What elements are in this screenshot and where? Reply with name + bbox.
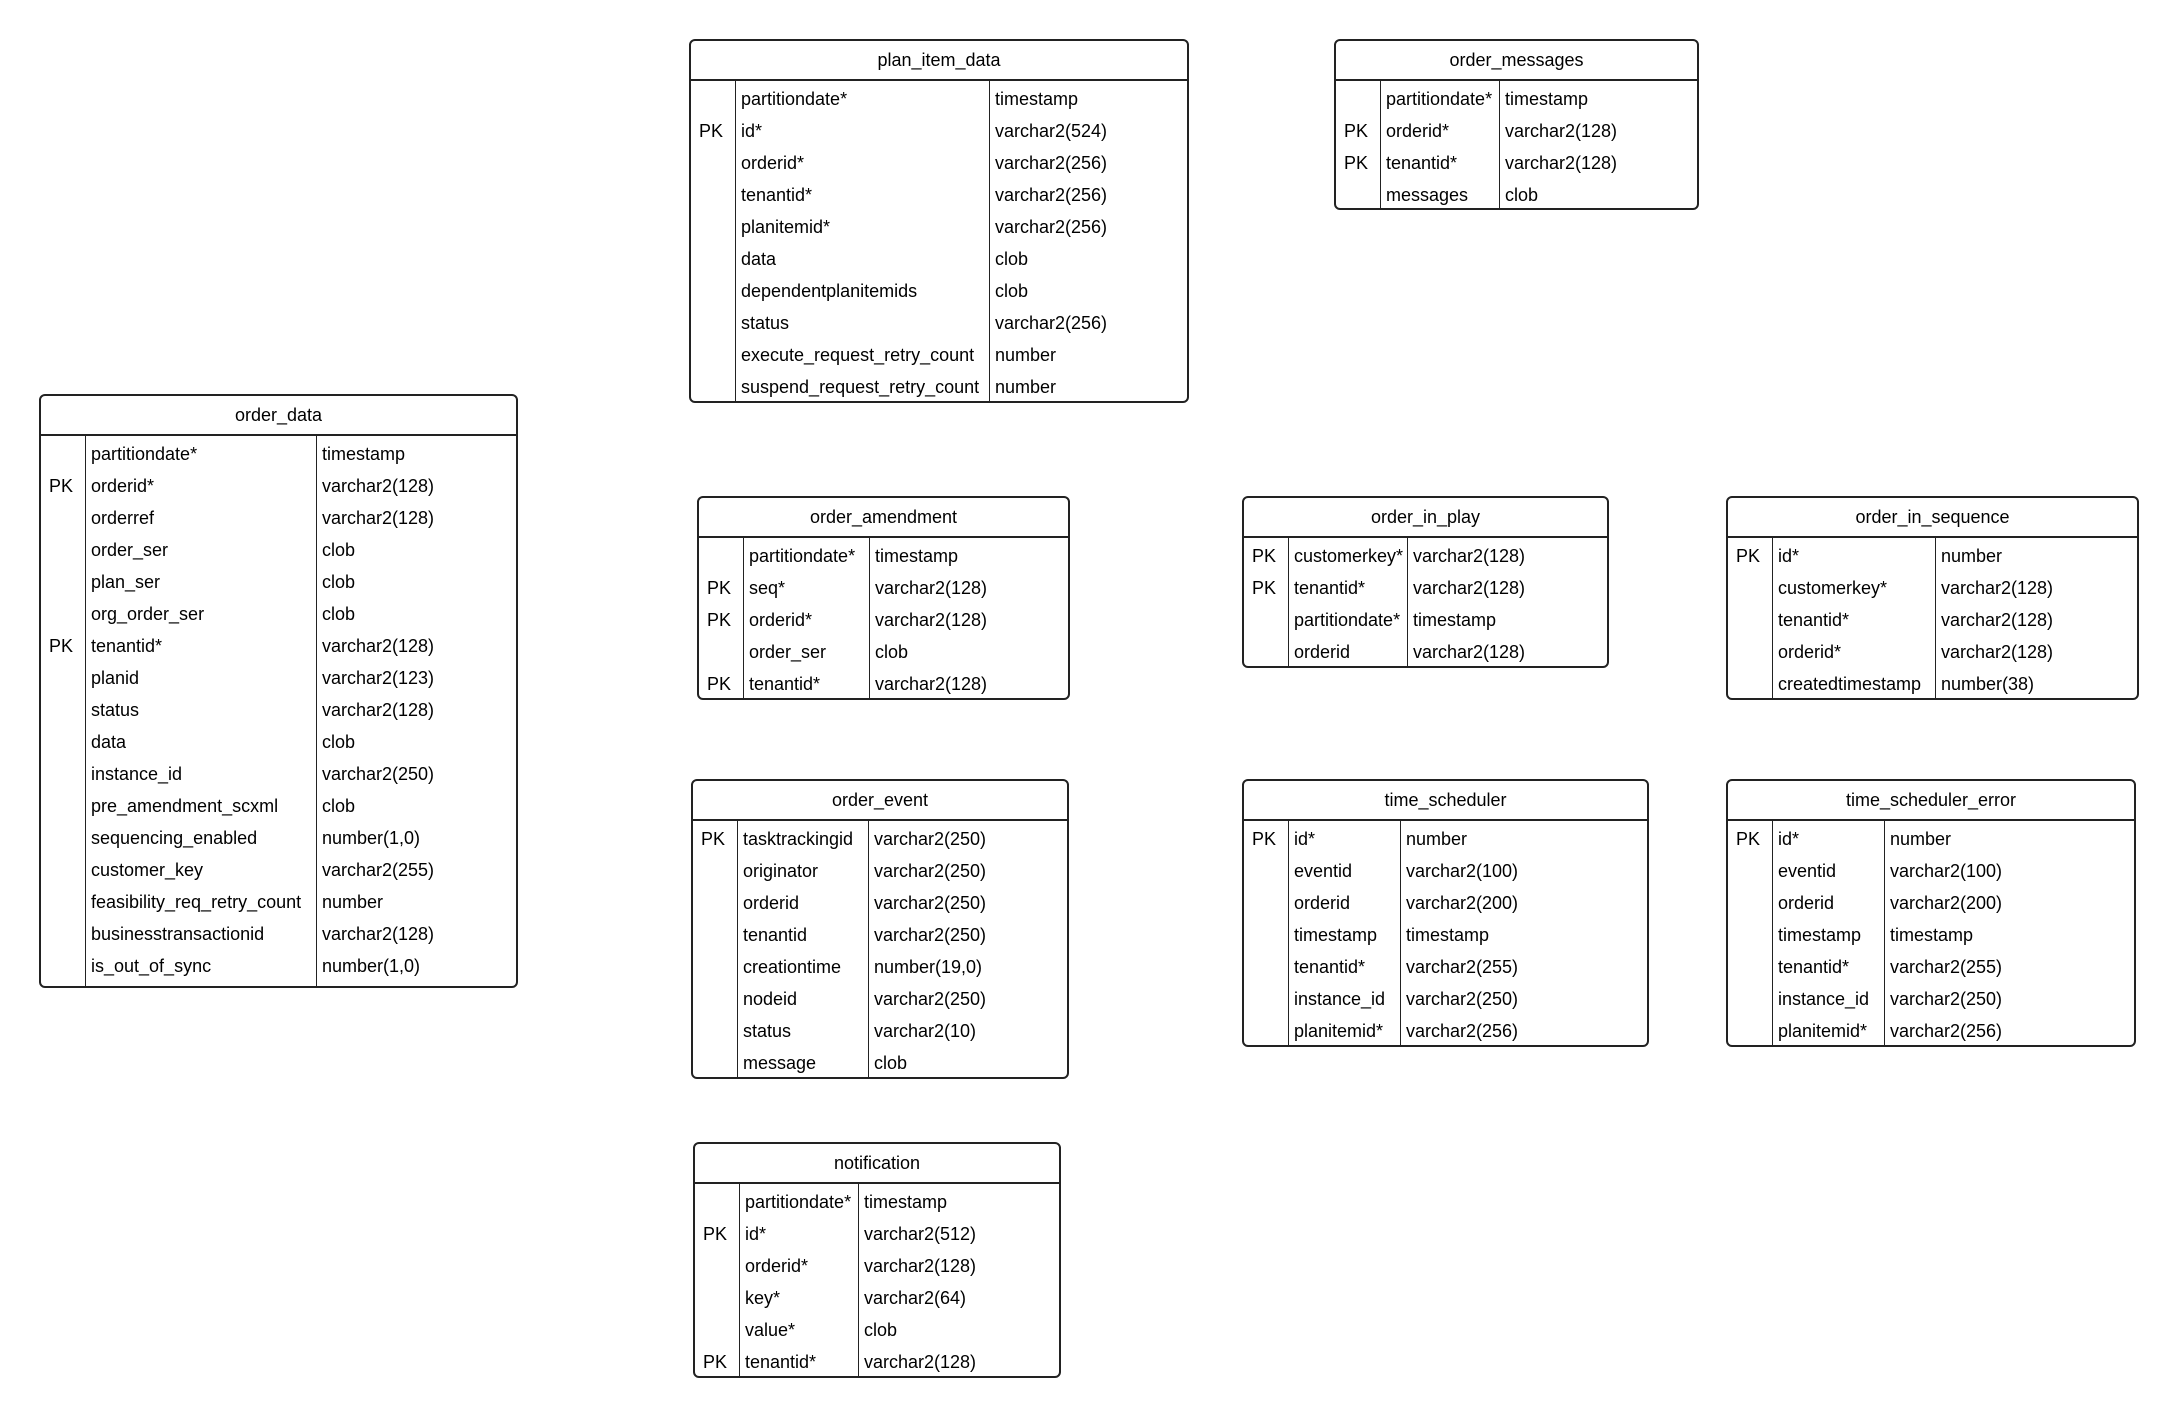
column-type: varchar2(255) [1890, 957, 2003, 977]
column-type: varchar2(250) [874, 861, 987, 881]
column-name: execute_request_retry_count [741, 345, 975, 365]
column-type: varchar2(250) [874, 829, 987, 849]
column-name: businesstransactionid [91, 924, 265, 944]
table-row [693, 1015, 1067, 1047]
table-row [1336, 179, 1697, 210]
table-row [1244, 887, 1647, 919]
column-type: varchar2(256) [1890, 1021, 2003, 1041]
column-name: status [91, 700, 140, 720]
table-row [693, 887, 1067, 919]
table-row [41, 950, 516, 982]
column-type: varchar2(524) [995, 121, 1108, 141]
table-row [1728, 604, 2137, 636]
column-type: varchar2(128) [322, 924, 435, 944]
table-title: time_scheduler [1244, 781, 1647, 821]
column-name: orderid* [745, 1256, 809, 1276]
key-marker: PK [707, 578, 732, 598]
column-name: tenantid [743, 925, 808, 945]
column-name: partitiondate* [741, 89, 848, 109]
table-row [699, 572, 1068, 604]
column-type: varchar2(128) [1941, 578, 2054, 598]
column-type: varchar2(512) [864, 1224, 977, 1244]
column-name: tasktrackingid [743, 829, 854, 849]
column-name: dependentplanitemids [741, 281, 918, 301]
column-type: varchar2(128) [875, 674, 988, 694]
column-type: varchar2(256) [995, 217, 1108, 237]
table-row [699, 636, 1068, 668]
table-order-messages[interactable] [1334, 39, 1699, 210]
table-row [691, 371, 1187, 403]
column-type: number [995, 345, 1057, 365]
column-type: varchar2(128) [1941, 642, 2054, 662]
table-row [41, 630, 516, 662]
column-type: number [1941, 546, 2003, 566]
column-type: varchar2(250) [874, 989, 987, 1009]
column-type: varchar2(255) [322, 860, 435, 880]
column-type: number [995, 377, 1057, 397]
table-row [691, 211, 1187, 243]
table-row [1728, 983, 2134, 1015]
column-type: varchar2(128) [1413, 578, 1526, 598]
column-name: orderid* [91, 476, 155, 496]
column-type: varchar2(128) [1941, 610, 2054, 630]
column-type: timestamp [322, 444, 406, 464]
table-row [1336, 115, 1697, 147]
column-name: instance_id [1294, 989, 1386, 1009]
table-row [1728, 540, 2137, 572]
column-name: orderid [1778, 893, 1835, 913]
table-row [41, 918, 516, 950]
table-row [693, 855, 1067, 887]
column-type: number(38) [1941, 674, 2035, 694]
column-name: messages [1386, 185, 1469, 205]
column-name: tenantid* [91, 636, 163, 656]
column-name: eventid [1778, 861, 1837, 881]
column-type: varchar2(128) [1413, 642, 1526, 662]
column-type: varchar2(128) [875, 610, 988, 630]
column-name: sequencing_enabled [91, 828, 258, 848]
table-row [693, 983, 1067, 1015]
column-name: tenantid* [1294, 578, 1366, 598]
column-type: varchar2(128) [864, 1352, 977, 1372]
key-marker: PK [707, 674, 732, 694]
table-row [1728, 636, 2137, 668]
table-order-event[interactable] [691, 779, 1069, 1079]
column-type: varchar2(128) [322, 700, 435, 720]
key-marker: PK [699, 121, 724, 141]
column-name: id* [741, 121, 763, 141]
column-name: value* [745, 1320, 796, 1340]
table-title: notification [695, 1144, 1059, 1184]
key-marker: PK [1736, 829, 1761, 849]
column-type: varchar2(255) [1406, 957, 1519, 977]
table-row [699, 540, 1068, 572]
table-row [691, 307, 1187, 339]
column-name: tenantid* [1294, 957, 1366, 977]
table-row [691, 115, 1187, 147]
column-name: is_out_of_sync [91, 956, 212, 976]
column-name: feasibility_req_retry_count [91, 892, 302, 912]
column-type: varchar2(256) [995, 313, 1108, 333]
column-type: varchar2(128) [1505, 121, 1618, 141]
table-row [1728, 572, 2137, 604]
column-type: varchar2(128) [1413, 546, 1526, 566]
table-row [41, 534, 516, 566]
column-type: clob [322, 796, 356, 816]
key-marker: PK [1252, 578, 1277, 598]
table-row [693, 1047, 1067, 1079]
table-row [41, 694, 516, 726]
column-type: number(1,0) [322, 828, 421, 848]
column-type: varchar2(250) [1890, 989, 2003, 1009]
column-name: planid [91, 668, 140, 688]
column-name: seq* [749, 578, 786, 598]
column-name: orderid* [741, 153, 805, 173]
column-type: clob [322, 540, 356, 560]
column-name: orderref [91, 508, 155, 528]
column-type: varchar2(100) [1406, 861, 1519, 881]
column-type: number(19,0) [874, 957, 983, 977]
table-row [1728, 668, 2137, 700]
column-name: orderid* [1386, 121, 1450, 141]
table-row [1244, 604, 1607, 636]
table-row [41, 822, 516, 854]
column-type: varchar2(200) [1890, 893, 2003, 913]
key-marker: PK [1344, 121, 1369, 141]
table-title: plan_item_data [691, 41, 1187, 81]
column-name: customerkey* [1778, 578, 1888, 598]
column-type: timestamp [995, 89, 1079, 109]
table-row [693, 919, 1067, 951]
key-marker: PK [1736, 546, 1761, 566]
column-type: varchar2(256) [995, 153, 1108, 173]
column-type: number(1,0) [322, 956, 421, 976]
column-name: originator [743, 861, 819, 881]
table-row [1728, 1015, 2134, 1047]
column-type: varchar2(128) [864, 1256, 977, 1276]
column-name: creationtime [743, 957, 842, 977]
table-row [41, 470, 516, 502]
table-row [691, 83, 1187, 115]
column-name: orderid [1294, 642, 1351, 662]
key-marker: PK [1344, 153, 1369, 173]
table-row [41, 854, 516, 886]
table-row [691, 275, 1187, 307]
column-type: clob [995, 249, 1029, 269]
table-title: order_data [41, 396, 516, 436]
column-type: varchar2(10) [874, 1021, 977, 1041]
table-row [691, 243, 1187, 275]
table-row [693, 951, 1067, 983]
column-name: tenantid* [1386, 153, 1458, 173]
column-type: varchar2(128) [1505, 153, 1618, 173]
table-title: order_in_sequence [1728, 498, 2137, 538]
table-row [41, 758, 516, 790]
column-name: customerkey* [1294, 546, 1404, 566]
column-type: clob [864, 1320, 898, 1340]
column-name: tenantid* [741, 185, 813, 205]
column-type: number [1890, 829, 1952, 849]
column-type: timestamp [1413, 610, 1497, 630]
column-name: orderid* [1778, 642, 1842, 662]
column-type: varchar2(250) [1406, 989, 1519, 1009]
column-type: varchar2(128) [322, 476, 435, 496]
column-type: clob [322, 604, 356, 624]
table-row [695, 1218, 1059, 1250]
column-type: clob [322, 572, 356, 592]
column-name: tenantid* [1778, 610, 1850, 630]
table-row [41, 662, 516, 694]
column-name: eventid [1294, 861, 1353, 881]
table-row [691, 339, 1187, 371]
column-name: partitiondate* [91, 444, 198, 464]
column-name: id* [1778, 546, 1800, 566]
table-row [1336, 83, 1697, 115]
column-name: order_ser [749, 642, 827, 662]
table-row [695, 1314, 1059, 1346]
column-type: varchar2(256) [995, 185, 1108, 205]
table-row [1244, 855, 1647, 887]
table-row [41, 438, 516, 470]
column-name: key* [745, 1288, 781, 1308]
table-row [695, 1186, 1059, 1218]
table-row [691, 179, 1187, 211]
table-row [695, 1250, 1059, 1282]
table-row [1244, 823, 1647, 855]
table-row [1728, 919, 2134, 951]
column-type: varchar2(250) [874, 893, 987, 913]
table-row [1244, 919, 1647, 951]
table-row [691, 147, 1187, 179]
column-name: planitemid* [741, 217, 831, 237]
table-row [41, 726, 516, 758]
column-name: nodeid [743, 989, 798, 1009]
column-name: id* [745, 1224, 767, 1244]
column-type: varchar2(128) [322, 636, 435, 656]
column-name: order_ser [91, 540, 169, 560]
table-row [695, 1282, 1059, 1314]
column-name: planitemid* [1778, 1021, 1868, 1041]
column-name: orderid [743, 893, 800, 913]
column-type: clob [1505, 185, 1539, 205]
column-name: status [741, 313, 790, 333]
column-name: data [741, 249, 777, 269]
column-type: varchar2(256) [1406, 1021, 1519, 1041]
table-row [41, 502, 516, 534]
column-name: partitiondate* [749, 546, 856, 566]
table-row [41, 566, 516, 598]
table-row [1244, 540, 1607, 572]
column-type: varchar2(200) [1406, 893, 1519, 913]
column-type: timestamp [864, 1192, 948, 1212]
key-marker: PK [49, 476, 74, 496]
column-name: orderid* [749, 610, 813, 630]
table-title: order_messages [1336, 41, 1697, 81]
column-name: timestamp [1294, 925, 1378, 945]
column-type: number [1406, 829, 1468, 849]
table-row [1336, 147, 1697, 179]
table-title: order_in_play [1244, 498, 1607, 538]
key-marker: PK [707, 610, 732, 630]
column-name: customer_key [91, 860, 204, 880]
key-marker: PK [701, 829, 726, 849]
column-name: id* [1778, 829, 1800, 849]
table-row [1244, 951, 1647, 983]
table-title: order_event [693, 781, 1067, 821]
column-name: instance_id [1778, 989, 1870, 1009]
table-row [695, 1346, 1059, 1378]
table-title: order_amendment [699, 498, 1068, 538]
column-type: clob [995, 281, 1029, 301]
column-name: message [743, 1053, 817, 1073]
table-row [699, 604, 1068, 636]
column-name: tenantid* [745, 1352, 817, 1372]
key-marker: PK [703, 1224, 728, 1244]
table-order-data[interactable] [39, 394, 518, 988]
column-type: clob [322, 732, 356, 752]
table-plan-item-data[interactable] [689, 39, 1189, 403]
table-row [41, 598, 516, 630]
column-type: timestamp [1406, 925, 1490, 945]
table-order-in-play[interactable] [1242, 496, 1609, 668]
column-type: varchar2(100) [1890, 861, 2003, 881]
table-row [41, 886, 516, 918]
table-title: time_scheduler_error [1728, 781, 2134, 821]
column-type: varchar2(250) [322, 764, 435, 784]
column-name: planitemid* [1294, 1021, 1384, 1041]
key-marker: PK [1252, 829, 1277, 849]
column-type: varchar2(250) [874, 925, 987, 945]
column-name: partitiondate* [1294, 610, 1401, 630]
table-row [1244, 572, 1607, 604]
table-row [699, 668, 1068, 700]
column-name: tenantid* [1778, 957, 1850, 977]
column-type: timestamp [1890, 925, 1974, 945]
table-row [1728, 855, 2134, 887]
column-type: varchar2(128) [322, 508, 435, 528]
table-time-scheduler[interactable] [1242, 779, 1649, 1047]
table-row [1728, 887, 2134, 919]
table-notification[interactable] [693, 1142, 1061, 1378]
column-name: data [91, 732, 127, 752]
table-row [41, 790, 516, 822]
column-name: plan_ser [91, 572, 161, 592]
column-name: partitiondate* [745, 1192, 852, 1212]
column-type: clob [875, 642, 909, 662]
key-marker: PK [49, 636, 74, 656]
table-order-in-sequence[interactable] [1726, 496, 2139, 700]
table-time-scheduler-error[interactable] [1726, 779, 2136, 1047]
column-type: varchar2(64) [864, 1288, 967, 1308]
table-row [1244, 983, 1647, 1015]
table-row [1244, 636, 1607, 668]
column-name: id* [1294, 829, 1316, 849]
table-row [693, 823, 1067, 855]
column-name: suspend_request_retry_count [741, 377, 980, 397]
key-marker: PK [703, 1352, 728, 1372]
column-type: varchar2(123) [322, 668, 435, 688]
column-type: varchar2(128) [875, 578, 988, 598]
table-row [1244, 1015, 1647, 1047]
column-name: partitiondate* [1386, 89, 1493, 109]
column-name: org_order_ser [91, 604, 205, 624]
column-name: tenantid* [749, 674, 821, 694]
column-type: number [322, 892, 384, 912]
table-row [1728, 951, 2134, 983]
column-name: instance_id [91, 764, 183, 784]
column-type: clob [874, 1053, 908, 1073]
column-type: timestamp [1505, 89, 1589, 109]
table-order-amendment[interactable] [697, 496, 1070, 700]
column-name: status [743, 1021, 792, 1041]
column-type: timestamp [875, 546, 959, 566]
column-name: timestamp [1778, 925, 1862, 945]
column-name: orderid [1294, 893, 1351, 913]
column-name: createdtimestamp [1778, 674, 1922, 694]
table-row [1728, 823, 2134, 855]
key-marker: PK [1252, 546, 1277, 566]
column-name: pre_amendment_scxml [91, 796, 279, 816]
